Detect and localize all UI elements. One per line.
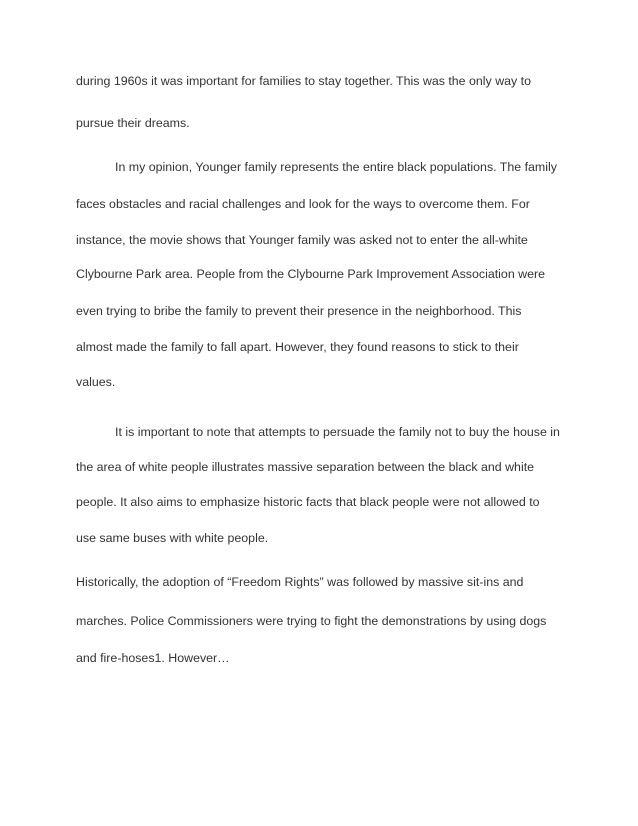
text-line: faces obstacles and racial challenges and look for the ways to overcome them. For: [76, 197, 530, 211]
text-line: and fire-hoses1. However…: [76, 651, 230, 665]
text-line: It is important to note that attempts to persuade the family not to buy the house in: [115, 425, 560, 439]
text-line: In my opinion, Younger family represents the entire black populations. The family: [115, 160, 557, 174]
text-line: marches. Police Commissioners were trying to fight the demonstrations by using dogs: [76, 614, 547, 628]
text-line: people. It also aims to emphasize historic facts that black people were not allowed to: [76, 495, 540, 509]
text-line: use same buses with white people.: [76, 531, 269, 545]
text-line: instance, the movie shows that Younger family was asked not to enter the all-white: [76, 233, 528, 247]
text-line: the area of white people illustrates massive separation between the black and white: [76, 460, 535, 474]
text-line: almost made the family to fall apart. However, they found reasons to stick to their: [76, 340, 519, 354]
text-line: pursue their dreams.: [76, 116, 190, 130]
text-line: even trying to bribe the family to prevent their presence in the neighborhood. This: [76, 304, 522, 318]
text-line: during 1960s it was important for families to stay together. This was the only way to: [76, 74, 532, 88]
text-line: Historically, the adoption of “Freedom Rights” was followed by massive sit-ins and: [76, 575, 524, 589]
text-line: values.: [76, 375, 116, 389]
text-line: Clybourne Park area. People from the Clybourne Park Improvement Association were: [76, 267, 546, 281]
